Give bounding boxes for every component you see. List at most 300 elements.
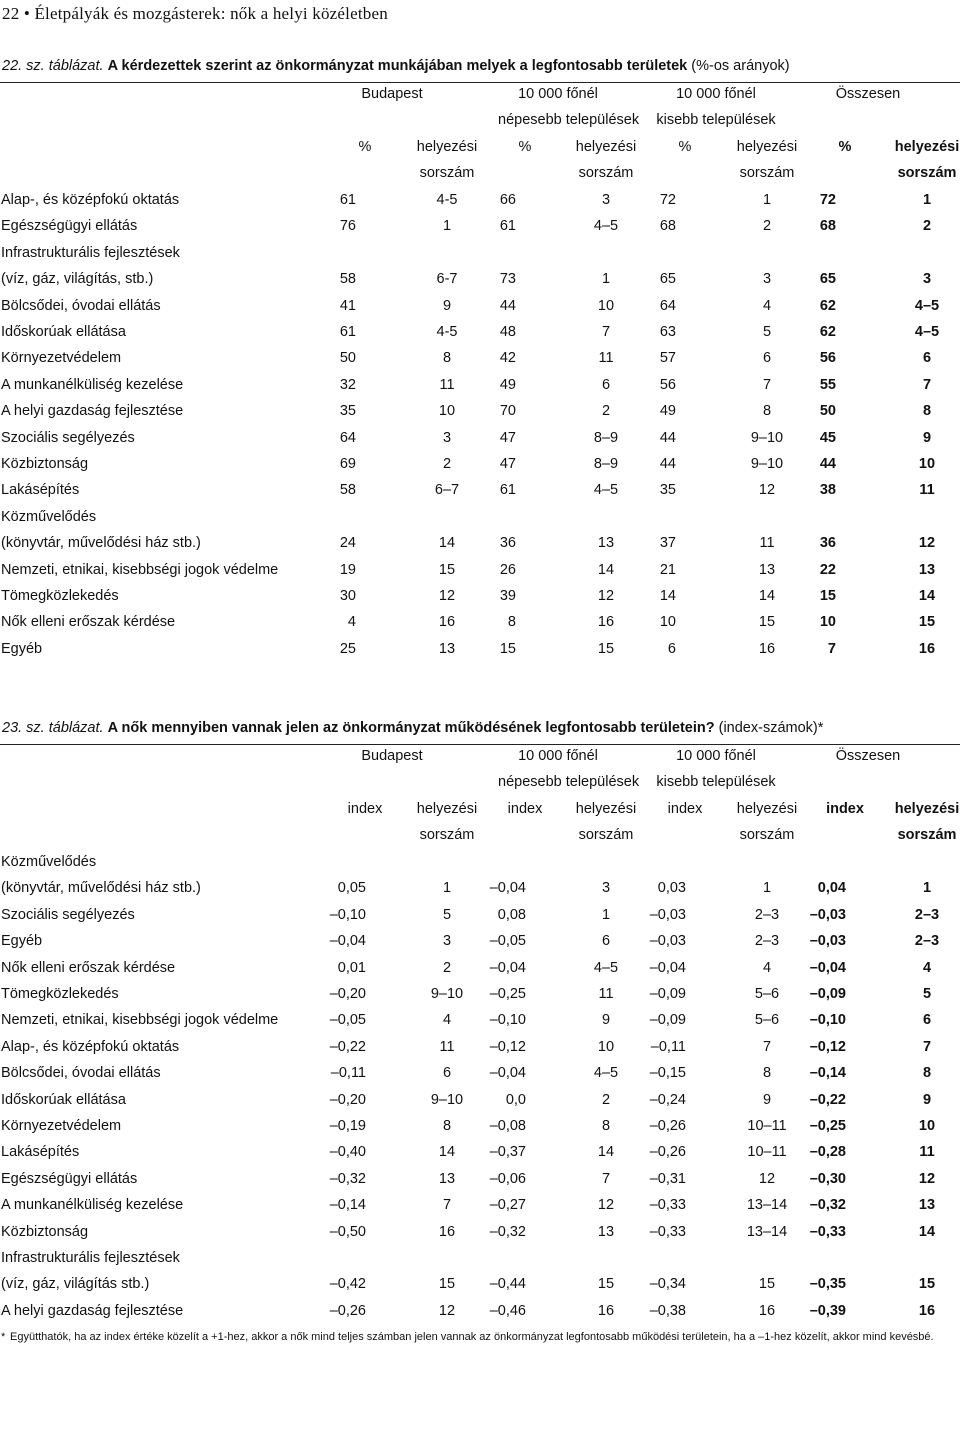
table-cell: 10: [597, 1038, 615, 1055]
table-cell: 56: [819, 350, 836, 367]
column-header-line2: sorszám: [739, 165, 795, 182]
table-cell: 16: [918, 640, 936, 657]
table-cell: 1: [442, 218, 452, 235]
row-label: Alap-, és középfokú oktatás: [1, 1038, 180, 1055]
table-cell: 4-5: [436, 324, 458, 340]
row-label: Egészségügyi ellátás: [1, 1170, 138, 1187]
table-cell: 36: [499, 535, 516, 552]
column-header-line2: sorszám: [419, 165, 475, 182]
table-cell: 2–3: [914, 933, 940, 950]
table-cell: –0,32: [329, 1170, 366, 1187]
column-header: index: [826, 801, 864, 817]
table-22-label: 22. sz. táblázat.: [2, 58, 104, 74]
table-cell: 0,08: [497, 906, 526, 923]
row-label-line2: (könyvtár, művelődési ház stb.): [1, 535, 201, 552]
table-cell: 2: [601, 1091, 611, 1108]
table-cell: 13: [597, 535, 615, 552]
table-cell: 14: [918, 1223, 936, 1240]
table-cell: 1: [442, 880, 452, 897]
table-cell: 13: [438, 1170, 456, 1187]
row-label: Közbiztonság: [1, 1223, 89, 1240]
column-group-header: Összesen: [835, 86, 901, 102]
table-cell: 4–5: [914, 297, 940, 314]
table-cell: 8: [762, 403, 772, 420]
column-header-line2: sorszám: [419, 827, 475, 844]
table-cell: –0,24: [649, 1091, 686, 1108]
table-cell: 9: [922, 1091, 932, 1108]
table-cell: 3: [601, 192, 611, 208]
table-cell: 14: [659, 588, 676, 604]
table-cell: –0,11: [650, 1038, 686, 1055]
table-cell: 73: [499, 271, 516, 288]
table-cell: 50: [819, 403, 836, 420]
table-cell: 5–6: [754, 1012, 780, 1029]
table-cell: 70: [499, 403, 516, 420]
table-cell: 8–9: [593, 456, 619, 472]
table-cell: 25: [339, 640, 356, 657]
row-label: Időskorúak ellátása: [1, 1091, 126, 1108]
table-cell: 10: [918, 1118, 936, 1134]
table-cell: 12: [918, 1170, 936, 1187]
table-cell: 4: [762, 297, 772, 314]
table-cell: 16: [438, 614, 456, 631]
table-cell: 5: [922, 986, 932, 1002]
table-cell: 0,0: [505, 1091, 526, 1108]
table-cell: 12: [918, 535, 936, 552]
table-cell: 21: [659, 561, 676, 578]
table-cell: –0,38: [649, 1302, 686, 1319]
column-group-header: 10 000 főnél: [676, 748, 756, 764]
table-cell: 38: [819, 482, 836, 499]
table-cell: 62: [819, 324, 836, 340]
table-23-label: 23. sz. táblázat.: [2, 720, 104, 736]
table-cell: 2–3: [754, 906, 780, 923]
table-cell: 3: [762, 271, 772, 288]
table-cell: 6: [601, 933, 611, 950]
table-cell: –0,32: [809, 1197, 846, 1214]
table-cell: –0,28: [809, 1144, 846, 1161]
table-cell: 16: [597, 1302, 615, 1319]
table-cell: –0,35: [809, 1276, 846, 1293]
table-cell: 6: [922, 350, 932, 367]
table-cell: –0,14: [809, 1065, 846, 1082]
table-cell: 1: [762, 880, 772, 897]
table-cell: 24: [339, 535, 356, 552]
column-group-header: 10 000 főnél: [518, 86, 598, 102]
table-cell: –0,40: [329, 1144, 366, 1161]
table-cell: –0,12: [809, 1038, 846, 1055]
column-group-subheader: népesebb települések: [498, 774, 640, 791]
table-cell: 37: [659, 535, 676, 552]
table-cell: 15: [758, 614, 776, 631]
table-cell: –0,33: [809, 1223, 846, 1240]
row-label: A helyi gazdaság fejlesztése: [1, 403, 184, 420]
table-cell: 14: [438, 1144, 456, 1161]
table23-top-rule: [0, 744, 960, 745]
column-header-line2: sorszám: [739, 827, 795, 844]
table-cell: 5: [442, 906, 452, 923]
table-cell: 11: [598, 350, 614, 367]
table-cell: 47: [499, 429, 516, 446]
table-cell: 11: [598, 986, 614, 1002]
table-cell: 9–10: [430, 986, 464, 1002]
table-cell: 66: [499, 192, 516, 208]
table-cell: –0,22: [809, 1091, 846, 1108]
table-cell: 7: [762, 1038, 772, 1055]
table-cell: 9: [922, 429, 932, 446]
column-header: helyezési: [736, 139, 798, 155]
table-cell: 4–5: [914, 324, 940, 340]
table-cell: 6: [442, 1065, 452, 1082]
table-cell: 15: [597, 640, 615, 657]
row-label: Nők elleni erőszak kérdése: [1, 614, 176, 631]
table-cell: 12: [438, 1302, 456, 1319]
table-cell: 58: [339, 482, 356, 499]
row-label: Infrastrukturális fejlesztések: [1, 1250, 180, 1266]
table-cell: 12: [758, 482, 776, 499]
row-label: Szociális segélyezés: [1, 429, 135, 446]
table-cell: –0,04: [489, 1065, 526, 1082]
table-cell: 69: [339, 456, 356, 472]
table-cell: 9: [442, 297, 452, 314]
table-cell: 65: [819, 271, 836, 288]
table-cell: 8: [762, 1065, 772, 1082]
table-cell: –0,10: [809, 1012, 846, 1029]
table-cell: 35: [339, 403, 356, 420]
table-cell: 14: [438, 535, 456, 552]
table-cell: –0,20: [329, 986, 366, 1002]
table-cell: –0,31: [649, 1170, 686, 1187]
table-cell: 11: [759, 535, 775, 552]
table-cell: 65: [659, 271, 676, 288]
table-cell: 1: [762, 192, 772, 208]
table-cell: –0,50: [329, 1223, 366, 1240]
table-cell: 61: [499, 218, 516, 235]
column-group-header: Budapest: [361, 86, 423, 102]
table-cell: –0,09: [649, 986, 686, 1002]
row-label: Közművelődés: [1, 854, 97, 870]
table-cell: 6: [601, 376, 611, 393]
table-cell: –0,44: [489, 1276, 526, 1293]
table-cell: 0,03: [657, 880, 686, 897]
table-cell: 16: [758, 640, 776, 657]
table-cell: 12: [758, 1170, 776, 1187]
table-cell: 10: [659, 614, 676, 631]
table-cell: 72: [659, 192, 676, 208]
table-cell: 0,04: [817, 880, 846, 897]
table-cell: 7: [601, 1170, 611, 1187]
table-cell: –0,39: [809, 1302, 846, 1319]
table-cell: 61: [339, 324, 356, 340]
table-cell: 10–11: [747, 1118, 787, 1134]
table-cell: 44: [819, 456, 836, 472]
table-cell: 13–14: [746, 1197, 788, 1214]
table-cell: 5: [762, 324, 772, 340]
table-cell: 8: [601, 1118, 611, 1134]
table-cell: 16: [758, 1302, 776, 1319]
row-label-line2: (víz, gáz, világítás stb.): [1, 1276, 150, 1293]
table-cell: 36: [819, 535, 836, 552]
table-cell: 13: [597, 1223, 615, 1240]
table-cell: 4–5: [593, 218, 619, 235]
row-label: Egészségügyi ellátás: [1, 218, 138, 235]
table-cell: 8: [922, 403, 932, 420]
table-cell: 15: [819, 588, 836, 604]
table-cell: –0,33: [649, 1197, 686, 1214]
table-cell: 13–14: [746, 1223, 788, 1240]
table-cell: –0,03: [809, 933, 846, 950]
table-cell: 7: [601, 324, 611, 340]
table-cell: 0,01: [337, 959, 366, 976]
table-cell: 2: [601, 403, 611, 420]
column-header: %: [518, 139, 532, 155]
table-cell: 58: [339, 271, 356, 288]
table-cell: 4: [442, 1012, 452, 1029]
table-cell: –0,09: [649, 1012, 686, 1029]
table-cell: –0,32: [489, 1223, 526, 1240]
column-header-line2: sorszám: [897, 165, 957, 182]
table-cell: –0,04: [489, 959, 526, 976]
table-cell: 6-7: [436, 271, 458, 288]
table-cell: 13: [758, 561, 776, 578]
table-22-title: A kérdezettek szerint az önkormányzat munkájában melyek a legfontosabb területek: [107, 58, 688, 74]
column-group-header: 10 000 főnél: [676, 86, 756, 102]
column-group-header: 10 000 főnél: [518, 748, 598, 764]
table-cell: –0,05: [489, 933, 526, 950]
table-cell: 44: [659, 456, 676, 472]
table-cell: 2: [762, 218, 772, 235]
table-cell: 13: [918, 1197, 936, 1214]
row-label: Környezetvédelem: [1, 1118, 122, 1134]
table-cell: 2: [442, 456, 452, 472]
table-cell: 0,05: [337, 880, 366, 897]
table-cell: –0,37: [489, 1144, 526, 1161]
table-cell: 7: [762, 376, 772, 393]
table-cell: 62: [819, 297, 836, 314]
table-cell: 6: [667, 640, 676, 657]
footnote-mark: *: [1, 1331, 6, 1343]
table-cell: 15: [918, 614, 936, 631]
table-cell: 4–5: [593, 1065, 619, 1082]
column-header: helyezési: [575, 801, 637, 817]
table-cell: 8: [442, 1118, 452, 1134]
column-group-subheader: népesebb települések: [498, 112, 640, 129]
table-cell: 3: [922, 271, 932, 288]
table-cell: 7: [922, 1038, 932, 1055]
table-cell: 14: [758, 588, 776, 604]
table-cell: 8: [442, 350, 452, 367]
table-cell: 7: [442, 1197, 452, 1214]
table-cell: 9–10: [430, 1091, 464, 1108]
table-cell: 39: [499, 588, 516, 604]
row-label: A munkanélküliség kezelése: [1, 1197, 184, 1214]
table-23-title: A nők mennyiben vannak jelen az önkormányzat működésének legfontosabb területein?: [107, 720, 715, 736]
column-group-subheader: kisebb települések: [656, 774, 776, 791]
table-cell: –0,15: [649, 1065, 686, 1082]
table-cell: –0,04: [489, 880, 526, 897]
row-label: A munkanélküliség kezelése: [1, 376, 184, 393]
table-cell: 9–10: [750, 456, 784, 472]
table-cell: 3: [601, 880, 611, 897]
table-cell: –0,26: [649, 1118, 686, 1134]
table-cell: 12: [597, 588, 615, 604]
table-cell: 47: [499, 456, 516, 472]
table-cell: 10: [819, 614, 836, 631]
column-group-header: Összesen: [835, 748, 901, 764]
table-cell: 16: [438, 1223, 456, 1240]
row-label: Bölcsődei, óvodai ellátás: [1, 297, 161, 314]
column-header: index: [667, 801, 703, 817]
table-cell: 15: [597, 1276, 615, 1293]
table-cell: 11: [919, 482, 935, 499]
table-cell: –0,10: [489, 1012, 526, 1029]
table-cell: 8–9: [593, 429, 619, 446]
row-label: Infrastrukturális fejlesztések: [1, 244, 180, 261]
table-23-note: (index-számok)*: [718, 720, 824, 736]
table-cell: 10–11: [747, 1144, 787, 1161]
table-cell: 41: [339, 297, 356, 314]
row-label-line2: (víz, gáz, világítás, stb.): [1, 271, 154, 288]
column-header: %: [838, 139, 852, 155]
table-22-note: (%-os arányok): [691, 58, 790, 74]
table-cell: 61: [499, 482, 516, 499]
column-group-header: Budapest: [361, 748, 423, 764]
table-cell: 6–7: [434, 482, 460, 499]
table-cell: 56: [659, 376, 676, 393]
table-cell: 5–6: [754, 986, 780, 1002]
column-header-line2: sorszám: [578, 165, 634, 182]
table-cell: 57: [659, 350, 676, 367]
row-label: Egyéb: [1, 933, 43, 950]
row-label: Környezetvédelem: [1, 350, 122, 367]
table-cell: 22: [819, 561, 836, 578]
table-cell: –0,05: [329, 1012, 366, 1029]
table-cell: –0,04: [649, 959, 686, 976]
table-cell: –0,22: [329, 1038, 366, 1055]
table-cell: 7: [827, 640, 836, 657]
table-cell: 8: [507, 614, 516, 631]
table-cell: –0,25: [489, 986, 526, 1002]
table-cell: 11: [439, 1038, 455, 1055]
column-header: helyezési: [736, 801, 798, 817]
row-label: Lakásépítés: [1, 1144, 80, 1161]
table-cell: –0,46: [489, 1302, 526, 1319]
table-cell: –0,20: [329, 1091, 366, 1108]
table-cell: 45: [819, 429, 836, 446]
table-cell: 4: [922, 959, 932, 976]
table-cell: 2: [442, 959, 452, 976]
table-cell: –0,11: [330, 1065, 366, 1082]
column-group-subheader: kisebb települések: [656, 112, 776, 129]
table-cell: 10: [597, 297, 615, 314]
table-cell: 13: [918, 561, 936, 578]
table-cell: 55: [819, 376, 836, 393]
table-23-caption: [2, 720, 823, 736]
running-head: 22 • Életpályák és mozgásterek: nők a helyi közéletben: [2, 4, 388, 23]
table-cell: –0,08: [489, 1118, 526, 1134]
table-cell: 14: [597, 1144, 615, 1161]
table-cell: –0,14: [329, 1197, 366, 1214]
row-label: Tömegközlekedés: [1, 986, 119, 1002]
row-label: Nemzeti, etnikai, kisebbségi jogok védelme: [1, 561, 279, 578]
table-cell: 42: [499, 350, 516, 367]
table-cell: –0,26: [649, 1144, 686, 1161]
table-cell: 4-5: [436, 192, 458, 208]
table-cell: 2–3: [914, 906, 940, 923]
table-cell: –0,34: [649, 1276, 686, 1293]
table-cell: 2: [922, 218, 932, 235]
row-label: Bölcsődei, óvodai ellátás: [1, 1065, 161, 1082]
table-cell: 15: [918, 1276, 936, 1293]
column-header: helyezési: [416, 139, 478, 155]
table-cell: 63: [659, 324, 676, 340]
row-label: Nemzeti, etnikai, kisebbségi jogok védelme: [1, 1012, 279, 1029]
table-cell: –0,03: [649, 906, 686, 923]
table-cell: 8: [922, 1065, 932, 1082]
table-cell: 12: [597, 1197, 615, 1214]
table-cell: 50: [339, 350, 356, 367]
table-cell: –0,26: [329, 1302, 366, 1319]
footnote: [1, 1331, 956, 1344]
table-22-caption: [2, 58, 790, 74]
table-cell: 9–10: [750, 429, 784, 446]
table-cell: 3: [442, 429, 452, 446]
table-cell: –0,42: [329, 1276, 366, 1293]
table-cell: –0,04: [329, 933, 366, 950]
table-cell: 14: [918, 588, 936, 604]
table-cell: –0,09: [809, 986, 846, 1002]
table-cell: 44: [499, 297, 516, 314]
column-header: helyezési: [575, 139, 637, 155]
row-label: A helyi gazdaság fejlesztése: [1, 1302, 184, 1319]
table-cell: 2–3: [754, 933, 780, 950]
table-cell: 49: [499, 376, 516, 393]
table-cell: 12: [438, 588, 456, 604]
table-cell: –0,33: [649, 1223, 686, 1240]
row-label: Szociális segélyezés: [1, 906, 135, 923]
table-cell: 35: [659, 482, 676, 499]
table-cell: 32: [339, 376, 356, 393]
table-cell: 15: [438, 561, 456, 578]
column-header: helyezési: [894, 801, 960, 817]
row-label: Közbiztonság: [1, 456, 89, 472]
table-cell: 4–5: [593, 482, 619, 499]
table-cell: 1: [922, 880, 932, 897]
table-cell: 26: [499, 561, 516, 578]
table-cell: –0,03: [809, 906, 846, 923]
table-cell: 13: [438, 640, 456, 657]
table-cell: 1: [601, 271, 611, 288]
table-cell: 1: [922, 192, 932, 208]
table-cell: 4: [762, 959, 772, 976]
table-cell: –0,03: [649, 933, 686, 950]
table-cell: 44: [659, 429, 676, 446]
column-header: helyezési: [416, 801, 478, 817]
row-label: Közművelődés: [1, 508, 97, 525]
table-cell: 6: [762, 350, 772, 367]
column-header: index: [347, 801, 383, 817]
row-label: Alap-, és középfokú oktatás: [1, 192, 180, 208]
table-cell: –0,12: [489, 1038, 526, 1055]
table-cell: 10: [918, 456, 936, 472]
table-cell: 48: [499, 324, 516, 340]
table-cell: 64: [659, 297, 676, 314]
table-cell: –0,27: [489, 1197, 526, 1214]
table-cell: 15: [758, 1276, 776, 1293]
table-cell: –0,25: [809, 1118, 846, 1134]
table-cell: 76: [339, 218, 356, 235]
table-cell: 30: [339, 588, 356, 604]
